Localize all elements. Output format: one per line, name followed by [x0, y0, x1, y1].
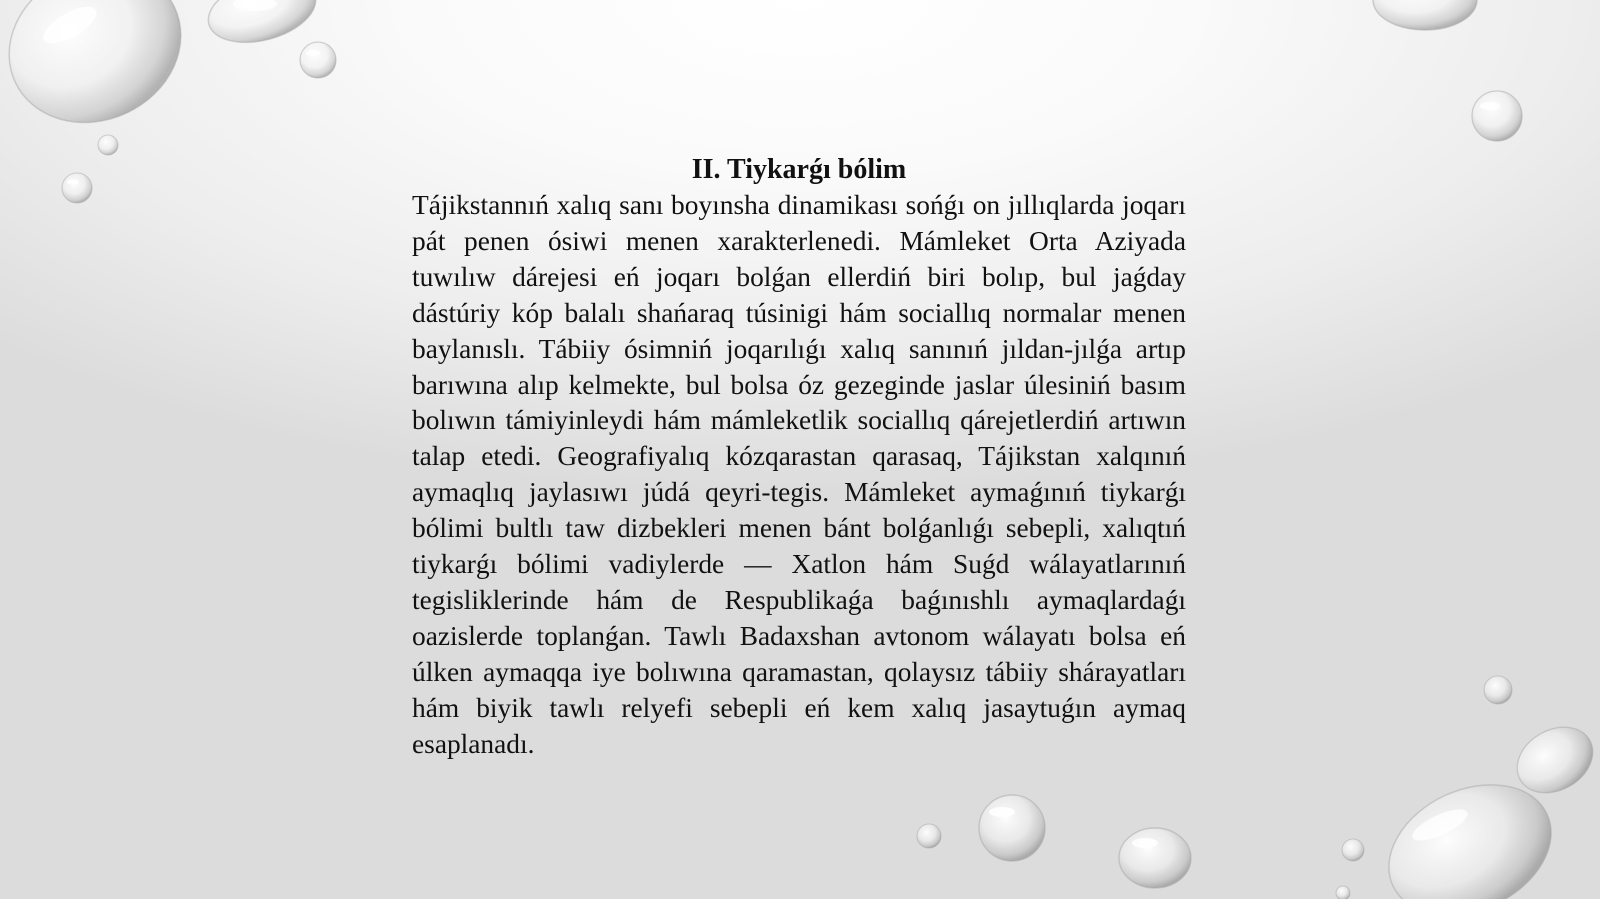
- slide-title: II. Tiykarǵı bólim: [691, 154, 907, 185]
- droplet-large-top-left: [0, 0, 206, 150]
- droplet-top-right-1: [1373, 0, 1477, 30]
- droplet-bottom-right-large: [1368, 760, 1573, 899]
- droplet-bottom-center-2: [917, 824, 941, 848]
- droplet-bottom-right-2: [1505, 714, 1600, 806]
- droplet-bottom-center-1: [979, 795, 1045, 861]
- droplet-bottom-right-1: [1484, 676, 1512, 704]
- droplet-top-left-3: [300, 42, 336, 78]
- droplet-top-right-2: [1472, 91, 1522, 141]
- slide-body-paragraph: Tájikstannıń xalıq sanı boyınsha dinamikası sońǵı on jıllıqlarda joqarı pát penen ósiwi menen xarakterlenedi. Mámleket Orta Aziyada tuwılıw dárejesi eń joqarı bolǵan ellerdiń biri bolıp, bul jaǵday dástúriy kóp balalı shańaraq túsinigi hám sociallıq normalar menen baylanıslı. Tábiiy ósimniń joqarılıǵı xalıq sanınıń jıldan-jılǵa artıp barıwına alıp kelmekte, bul bolsa óz gezeginde jaslar úlesiniń basım bolıwın támiyinleydi hám mámleketlik sociallıq qárejetlerdiń artıwın talap etedi. Geografiyalıq kózqarastan qarasaq, Tájikstan xalqınıń aymaqlıq jaylasıwı júdá qeyri-tegis. Mámleket aymaǵınıń tiykarǵı bólimi bultlı taw dizbekleri menen bánt bolǵanlıǵı sebepli, xalıqtıń tiykarǵı bólimi vadiylerde — Xatlon hám Suǵd wálayatlarınıń tegisliklerinde hám de Respublikaǵa baǵınıshlı aymaqlardaǵı oazislerde toplanǵan. Tawlı Badaxshan avtonom wálayatı bolsa eń úlken aymaqqa iye bolıwına qaramastan, qolaysız tábiiy shárayatları hám biyik tawlı relyefi sebepli eń kem xalıq jasaytuǵın aymaq esaplanadı.: [412, 190, 1186, 759]
- droplet-top-left-2: [201, 0, 323, 53]
- droplet-bottom-right-3: [1342, 839, 1364, 861]
- droplet-top-left-5: [62, 173, 92, 203]
- text-block: [412, 152, 1186, 763]
- droplet-bottom-right-4: [1336, 886, 1350, 899]
- droplet-top-left-4: [98, 135, 118, 155]
- droplet-bottom-center-3: [1119, 828, 1191, 888]
